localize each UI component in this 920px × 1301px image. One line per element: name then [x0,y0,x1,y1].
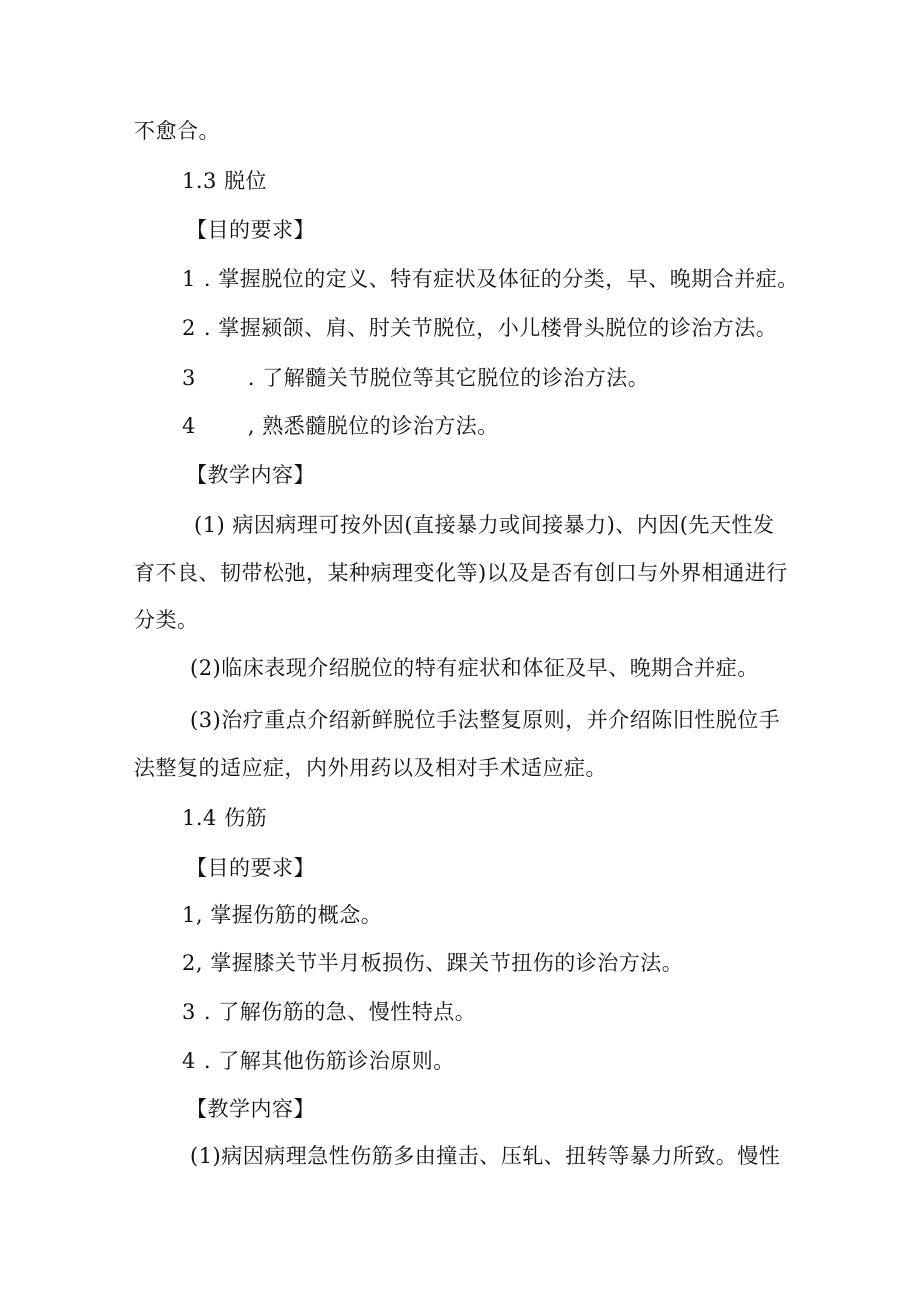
content-paragraph-1-line-3: 分类。 [134,608,199,632]
item-text: . 掌握脱位的定义、特有症状及体征的分类，早、晚期合并症。 [203,267,799,291]
content-paragraph-2: (2)临床表现介绍脱位的特有症状和体征及早、晚期合并症。 [190,656,759,680]
item-text: . 了解伤筋的急、慢性特点。 [203,1000,477,1024]
item-number: 3 [182,1000,196,1024]
subheading-teaching-content-2: 【教学内容】 [186,1097,315,1121]
objective-item-4 [182,411,499,441]
objective-item-1 [182,264,799,294]
item-number: 4 [182,1049,196,1073]
item-number: 4 [182,414,196,438]
objective2-item-1: 1, 掌握伤筋的概念。 [182,903,383,927]
content2-paragraph-1-line-1: (1)病因病理急性伤筋多由撞击、压轧、扭转等暴力所致。慢性 [190,1144,781,1168]
objective-item-3 [182,363,649,393]
subheading-objectives-2: 【目的要求】 [186,856,315,880]
section-heading-dislocation: 1.3 脱位 [182,169,268,193]
section-heading-sprain: 1.4 伤筋 [182,806,268,830]
objective2-item-2: 2, 掌握膝关节半月板损伤、踝关节扭伤的诊治方法。 [182,951,684,975]
item-text: . 掌握颍颌、肩、肘关节脱位，小儿楼骨头脱位的诊治方法。 [203,316,778,340]
subheading-teaching-content: 【教学内容】 [186,463,315,487]
subheading-objectives: 【目的要求】 [186,218,315,242]
item-text: , 熟悉髓脱位的诊治方法。 [247,414,499,438]
text-line-continuation: 不愈合。 [134,119,220,143]
item-text: . 了解其他伤筋诊治原则。 [203,1049,455,1073]
objective2-item-4 [182,1046,455,1076]
content-paragraph-1-line-2: 育不良、韧带松弛，某种病理变化等)以及是否有创口与外界相通进行 [134,561,788,585]
objective-item-2 [182,313,777,343]
item-text: . 了解髓关节脱位等其它脱位的诊治方法。 [247,366,650,390]
objective2-item-3 [182,997,476,1027]
content-paragraph-3-line-2: 法整复的适应症，内外用药以及相对手术适应症。 [134,756,607,780]
content-paragraph-3-line-1: (3)治疗重点介绍新鲜脱位手法整复原则，并介绍陈旧性脱位手 [190,708,781,732]
content-paragraph-1-line-1: (1) 病因病理可按外因(直接暴力或间接暴力)、内因(先天性发 [194,513,775,537]
item-number: 3 [182,366,196,390]
item-number: 1 [182,267,196,291]
item-number: 2 [182,316,196,340]
